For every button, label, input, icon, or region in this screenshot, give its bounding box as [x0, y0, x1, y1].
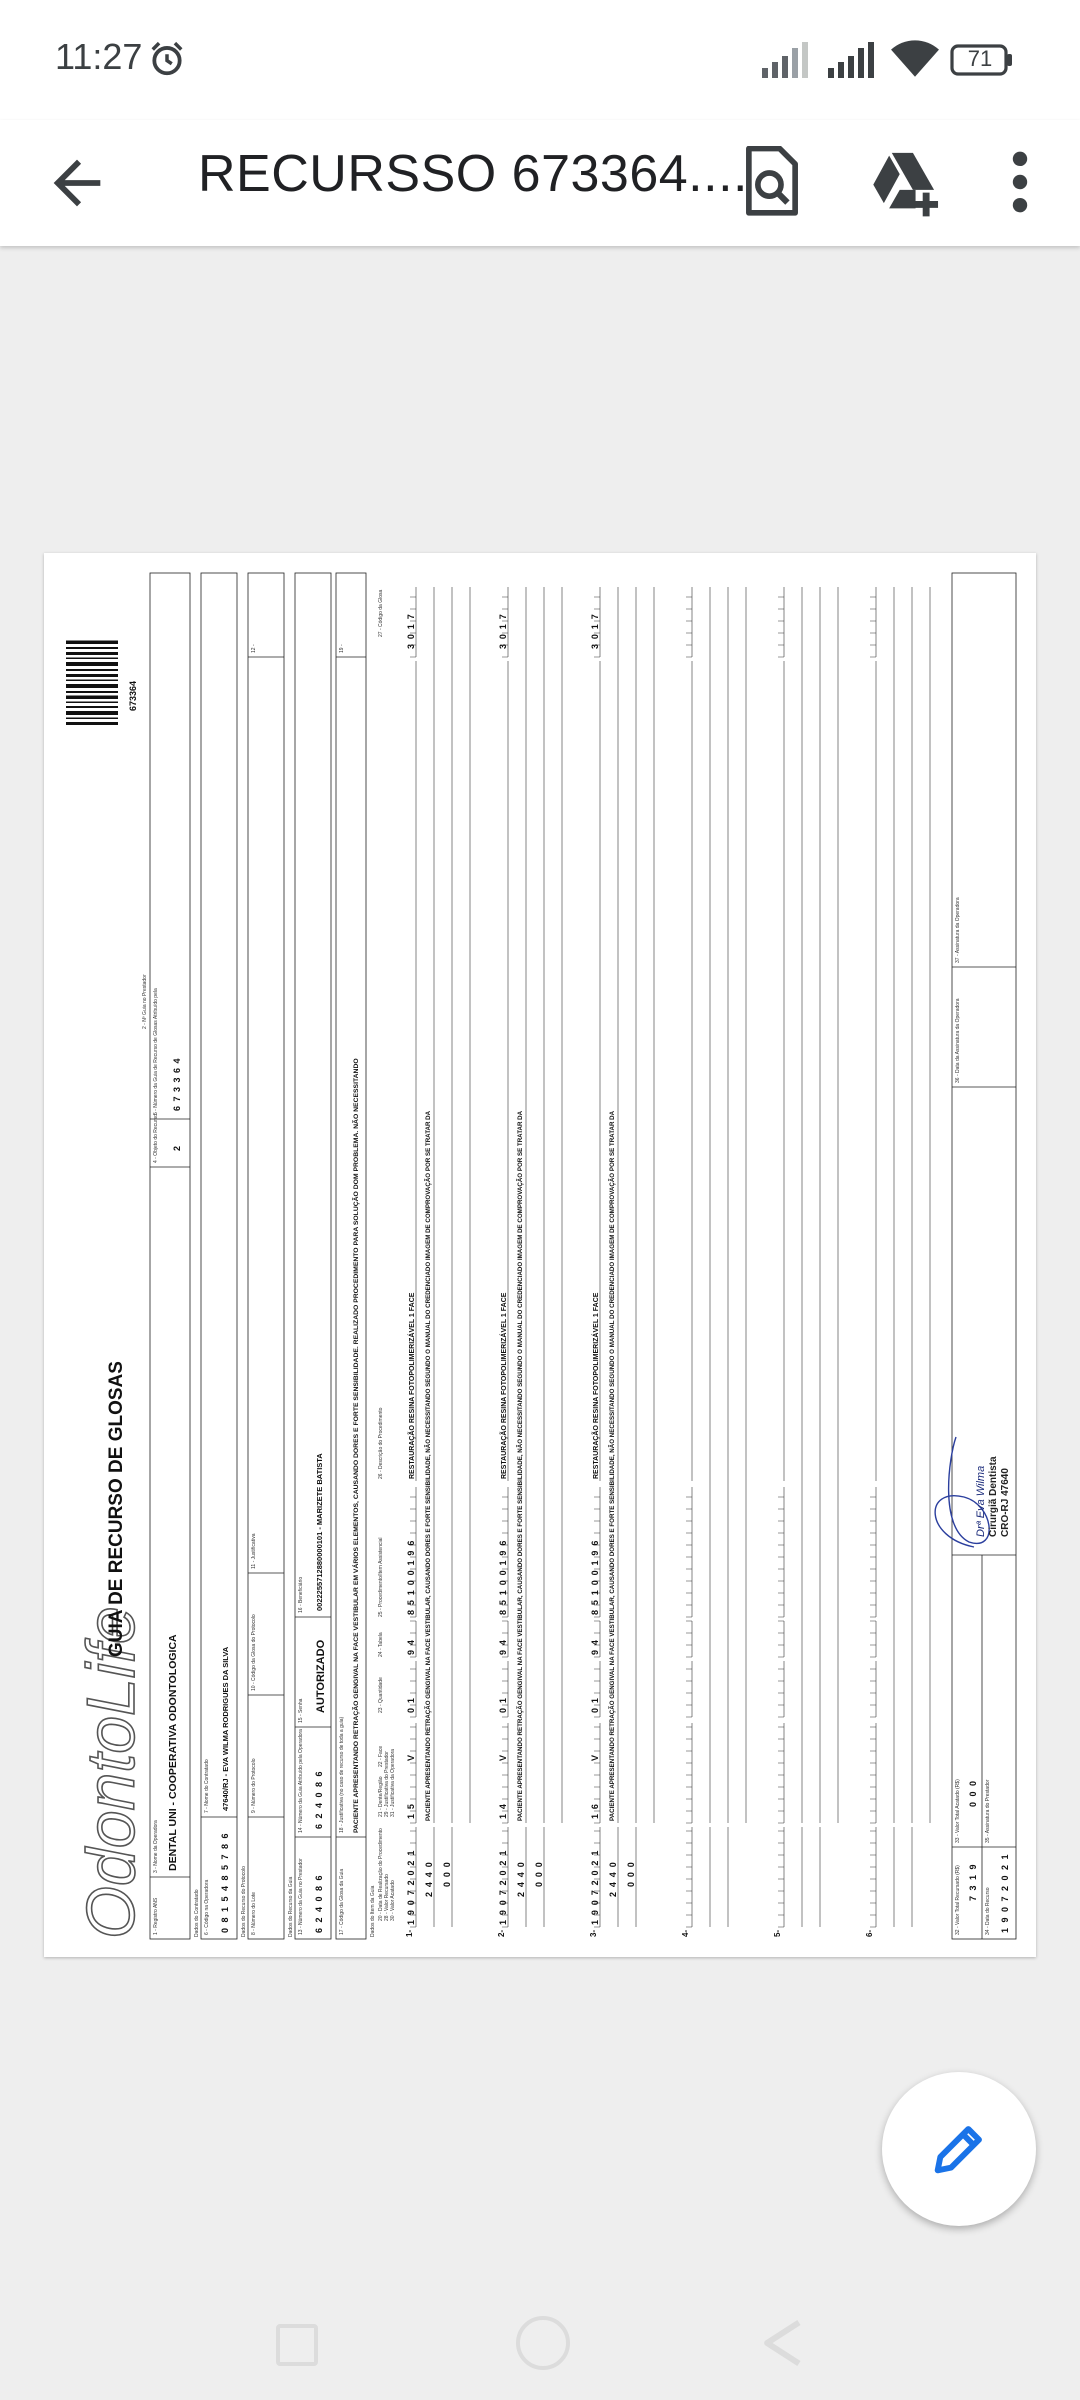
svg-text:0022255712880000101 - MARIZETE: 0022255712880000101 - MARIZETE BATISTA	[315, 1453, 324, 1611]
pencil-icon	[927, 2117, 991, 2181]
item-tooth: 1 4	[498, 1802, 508, 1819]
item-quantity: 0 1	[590, 1696, 600, 1713]
row-number: 4-	[681, 1929, 690, 1937]
svg-text:25 - Procedimento/Item Assiste: 25 - Procedimento/Item Assistencial	[378, 1537, 384, 1617]
row-number: 3-	[589, 1929, 598, 1937]
find-in-page-icon[interactable]	[740, 146, 804, 218]
item-procedure: 8 5 1 0 0 1 9 6	[590, 1539, 600, 1615]
more-vert-icon[interactable]	[1000, 146, 1040, 218]
svg-text:0 8 1 5 4 8 5 7 8 6: 0 8 1 5 4 8 5 7 8 6	[220, 1831, 230, 1933]
svg-text:13 - Número da Guia no Prestad: 13 - Número da Guia no Prestador	[298, 1858, 304, 1935]
row-number: 5-	[773, 1929, 782, 1937]
item-justification: PACIENTE APRESENTANDO RETRAÇÃO GENGIVAL NA FACE VESTIBULAR, CAUSANDO DORES E FORTE SENSIBILIDADE, NÃO NECESSITANDO SEGUNDO O MANUAL DO CREDENCIADO IMAGEM DE COMPROVAÇÃO POR SE TRATAR DA	[517, 1110, 524, 1821]
row-number: 2-	[497, 1929, 506, 1937]
item-description: RESTAURAÇÃO RESINA FOTOPOLIMERIZÁVEL 1 FACE	[593, 1292, 600, 1479]
document-page[interactable]	[44, 553, 1036, 1957]
item-gloss-code: 3 0 1 7	[406, 613, 416, 649]
guide-number: 673364	[128, 680, 138, 711]
svg-text:16 - Beneficiário: 16 - Beneficiário	[298, 1576, 304, 1613]
svg-text:Cirurgiã Dentista: Cirurgiã Dentista	[988, 1456, 999, 1537]
alarm-icon	[148, 40, 186, 78]
svg-text:6 7 3 3 6 4: 6 7 3 3 6 4	[172, 1057, 182, 1111]
svg-text:6 - Código na Operadora: 6 - Código na Operadora	[204, 1879, 210, 1935]
item-date: 1 9 0 7 2 0 2 1	[406, 1849, 416, 1925]
signature-stamp	[935, 1437, 1011, 1547]
item-table: 9 4	[498, 1638, 508, 1655]
svg-text:29 - Justificativa do Prestado: 29 - Justificativa do Prestador	[384, 1751, 390, 1817]
svg-text:7 3 1 9: 7 3 1 9	[968, 1862, 978, 1901]
svg-text:0 0 0: 0 0 0	[968, 1779, 978, 1807]
svg-text:36 - Data da Assinatura da Ope: 36 - Data da Assinatura da Operadora	[955, 998, 961, 1083]
item-tooth: 1 5	[406, 1802, 416, 1819]
svg-text:20 - Data de Realização do Pro: 20 - Data de Realização do Procedimento	[378, 1828, 384, 1921]
svg-text:2: 2	[172, 1145, 182, 1151]
app-bar	[0, 120, 1080, 246]
svg-text:1 - Registro ANS: 1 - Registro ANS	[153, 1897, 159, 1935]
item-accepted: 0 0 0	[534, 1860, 544, 1887]
svg-text:6 2 4 0 8 6: 6 2 4 0 8 6	[314, 1769, 324, 1829]
item-face: V	[498, 1754, 508, 1761]
svg-text:7 - Nome do Contratado: 7 - Nome do Contratado	[204, 1759, 210, 1813]
svg-text:22 - Face: 22 - Face	[378, 1745, 384, 1767]
logo: OdontoLife	[73, 1606, 149, 1939]
item-description: RESTAURAÇÃO RESINA FOTOPOLIMERIZÁVEL 1 FACE	[501, 1292, 508, 1479]
item-table: 9 4	[406, 1638, 416, 1655]
svg-text:8 - Número do Lote: 8 - Número do Lote	[251, 1891, 257, 1935]
add-to-drive-icon[interactable]	[868, 146, 942, 218]
svg-text:32 - Valor Total Recursado (R$: 32 - Valor Total Recursado (R$)	[955, 1865, 961, 1935]
operator-name: DENTAL UNI - COOPERATIVA ODONTOLOGICA	[167, 1634, 179, 1871]
svg-text:Dados do Recurso da Guia: Dados do Recurso da Guia	[288, 1876, 294, 1937]
svg-text:21 - Dente/Região: 21 - Dente/Região	[378, 1776, 384, 1817]
svg-text:10 - Código da Glosa do Protoc: 10 - Código da Glosa do Protocolo	[251, 1614, 257, 1691]
svg-text:9 - Número do Protocolo: 9 - Número do Protocolo	[251, 1758, 257, 1813]
recents-button[interactable]	[276, 2324, 318, 2366]
status-bar	[0, 0, 1080, 120]
contracted-name: 47640/RJ - EVA WILMA RODRIGUES DA SILVA	[221, 1646, 230, 1811]
svg-text:Dados do Item da Guia: Dados do Item da Guia	[370, 1885, 376, 1937]
row-number: 1-	[405, 1929, 414, 1937]
item-description: RESTAURAÇÃO RESINA FOTOPOLIMERIZÁVEL 1 FACE	[409, 1292, 416, 1479]
item-gloss-code: 3 0 1 7	[498, 613, 508, 649]
battery-level: 71	[967, 46, 993, 71]
svg-text:34 - Data do Recurso: 34 - Data do Recurso	[985, 1887, 991, 1935]
item-value: 2 4 4 0	[424, 1861, 434, 1897]
svg-text:31 - Justificativa da Operador: 31 - Justificativa da Operadora	[390, 1748, 396, 1817]
item-procedure: 8 5 1 0 0 1 9 6	[406, 1539, 416, 1615]
svg-text:3 - Nome da Operadora: 3 - Nome da Operadora	[153, 1820, 159, 1873]
edit-fab-button[interactable]	[882, 2072, 1036, 2226]
item-table: 9 4	[590, 1638, 600, 1655]
svg-text:14 - Número da Guia Atribuído: 14 - Número da Guia Atribuído pela Operadora	[298, 1729, 304, 1833]
barcode	[66, 641, 118, 726]
svg-text:Dados do Contratado: Dados do Contratado	[194, 1889, 200, 1937]
svg-text:28 - Valor Recursado: 28 - Valor Recursado	[384, 1874, 390, 1921]
svg-text:37 - Assinatura da Operadora: 37 - Assinatura da Operadora	[955, 897, 961, 963]
back-arrow-icon[interactable]	[42, 148, 112, 218]
svg-text:27 - Código da Glosa: 27 - Código da Glosa	[378, 589, 384, 637]
svg-text:15 - Senha: 15 - Senha	[298, 1698, 304, 1723]
svg-text:5 - Número da Guia de Recurso: 5 - Número da Guia de Recurso de Glosas Atribuído pela	[153, 988, 159, 1115]
status-time: 11:27	[55, 36, 143, 77]
item-quantity: 0 1	[498, 1696, 508, 1713]
item-accepted: 0 0 0	[442, 1860, 452, 1887]
item-value: 2 4 4 0	[516, 1861, 526, 1897]
item-value: 2 4 4 0	[608, 1861, 618, 1897]
item-date: 1 9 0 7 2 0 2 1	[590, 1849, 600, 1925]
item-procedure: 8 5 1 0 0 1 9 6	[498, 1539, 508, 1615]
svg-text:19 -: 19 -	[339, 644, 345, 653]
svg-text:CRO-RJ 47640: CRO-RJ 47640	[1000, 1468, 1011, 1537]
form-canvas	[44, 553, 1036, 1957]
item-quantity: 0 1	[406, 1696, 416, 1713]
svg-text:Drª Eva Wilma: Drª Eva Wilma	[975, 1465, 987, 1537]
item-accepted: 0 0 0	[626, 1860, 636, 1887]
svg-text:26 - Descrição do Procedimento: 26 - Descrição do Procedimento	[378, 1407, 384, 1479]
svg-text:11 - Justificativa: 11 - Justificativa	[251, 1533, 257, 1569]
item-face: V	[590, 1754, 600, 1761]
item-tooth: 1 6	[590, 1802, 600, 1819]
svg-text:Dados do Recurso do Protocolo: Dados do Recurso do Protocolo	[241, 1866, 247, 1937]
row-number: 6-	[865, 1929, 874, 1937]
signal-icon	[760, 40, 812, 80]
form-title: GUIA DE RECURSO DE GLOSAS	[106, 1361, 127, 1657]
item-justification: PACIENTE APRESENTANDO RETRAÇÃO GENGIVAL NA FACE VESTIBULAR, CAUSANDO DORES E FORTE SENSIBILIDADE, NÃO NECESSITANDO SEGUNDO O MANUAL DO CREDENCIADO IMAGEM DE COMPROVAÇÃO POR SE TRATAR DA	[609, 1110, 616, 1821]
svg-text:35 - Assinatura do Prestador: 35 - Assinatura do Prestador	[985, 1779, 991, 1843]
svg-text:1 9 0 7 2 0 2 1: 1 9 0 7 2 0 2 1	[1000, 1852, 1010, 1933]
document-title: RECURSSO 673364....	[198, 145, 748, 203]
svg-text:24 - Tabela: 24 - Tabela	[378, 1632, 384, 1657]
item-rows	[405, 587, 930, 1937]
svg-text:33 - Valor Total Acatado (R$): 33 - Valor Total Acatado (R$)	[955, 1779, 961, 1843]
signal-icon	[826, 40, 878, 80]
item-justification: PACIENTE APRESENTANDO RETRAÇÃO GENGIVAL NA FACE VESTIBULAR, CAUSANDO DORES E FORTE SENSIBILIDADE, NÃO NECESSITANDO SEGUNDO O MANUAL DO CREDENCIADO IMAGEM DE COMPROVAÇÃO POR SE TRATAR DA	[425, 1110, 432, 1821]
svg-text:AUTORIZADO: AUTORIZADO	[315, 1639, 327, 1713]
svg-text:12 -: 12 -	[251, 644, 257, 653]
guide-justification: PACIENTE APRESENTANDO RETRAÇÃO GENGIVAL NA FACE VESTIBULAR EM VÁRIOS ELEMENTOS, CAUSANDO DORES E FORTE SENSIBILIDADE. REALIZADO PROCEDIMENTO PARA SOLUÇÃO DOM PROBLEMA. NÃO NECESSITANDO	[353, 1058, 360, 1833]
svg-text:18 - Justificativa (no caso de: 18 - Justificativa (no caso de recurso de toda a guia)	[339, 1716, 345, 1833]
svg-text:4 - Objeto do Recurso: 4 - Objeto do Recurso	[153, 1114, 159, 1163]
svg-text:30 - Valor Acatado: 30 - Valor Acatado	[390, 1880, 396, 1921]
item-gloss-code: 3 0 1 7	[590, 613, 600, 649]
nav-back-icon[interactable]	[760, 2318, 806, 2368]
item-date: 1 9 0 7 2 0 2 1	[498, 1849, 508, 1925]
svg-text:2 - Nº Guia no Prestador: 2 - Nº Guia no Prestador	[142, 974, 148, 1029]
svg-text:17 - Código da Glosa da Guia: 17 - Código da Glosa da Guia	[339, 1868, 345, 1935]
svg-text:6 2 4 0 8 6: 6 2 4 0 8 6	[314, 1873, 324, 1933]
item-face: V	[406, 1754, 416, 1761]
svg-text:23 - Quantidade: 23 - Quantidade	[378, 1677, 384, 1713]
wifi-icon	[890, 36, 940, 80]
home-button[interactable]	[516, 2316, 570, 2370]
